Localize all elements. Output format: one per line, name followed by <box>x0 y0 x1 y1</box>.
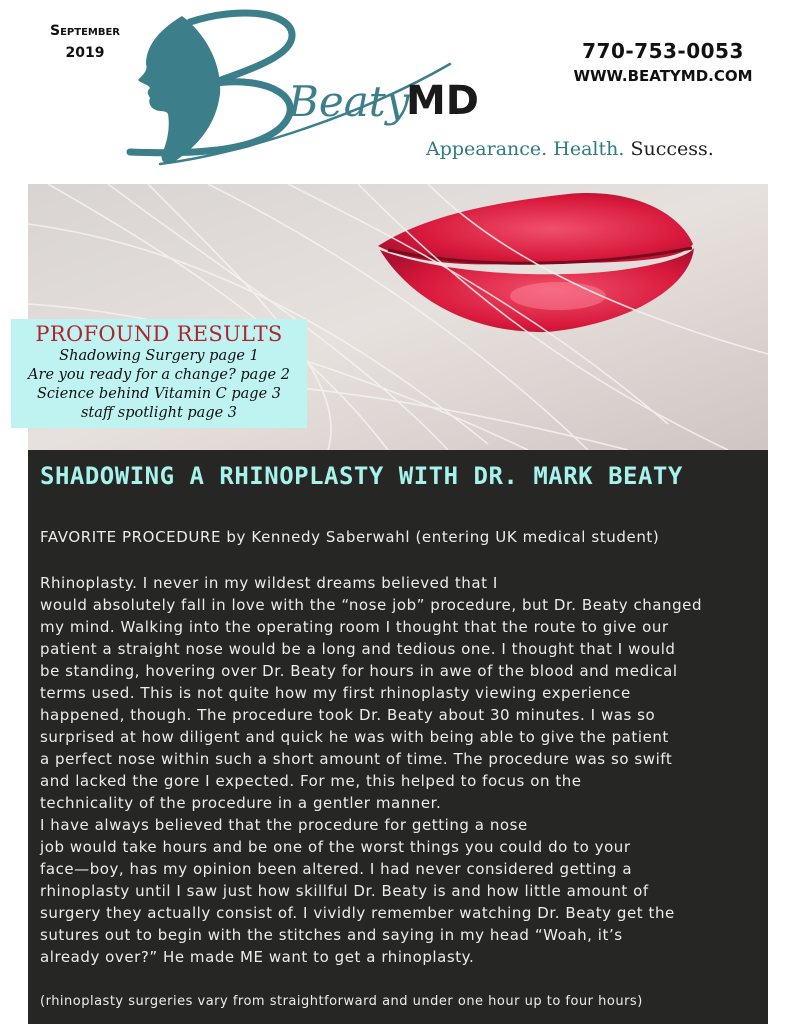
tagline-appearance: Appearance. <box>426 138 548 160</box>
tagline-health: Health. <box>553 138 625 160</box>
article-line: would absolutely fall in love with the “nose job” procedure, but Dr. Beaty changed <box>40 596 703 614</box>
article-body <box>40 572 766 968</box>
article-section <box>28 450 768 1024</box>
article-line: and lacked the gore I expected. For me, this helped to focus on the <box>40 772 582 790</box>
article-line: sutures out to begin with the stitches and saying in my head “Woah, it’s <box>40 926 623 944</box>
article-line: be standing, hovering over Dr. Beaty for hours in awe of the blood and medical <box>40 662 678 680</box>
article-line: patient a straight nose would be a long and tedious one. I thought that I would <box>40 640 676 658</box>
article-line: surgery they actually consist of. I vividly remember watching Dr. Beaty get the <box>40 904 675 922</box>
article-footnote: (rhinoplasty surgeries vary from straightforward and under one hour up to four hours) <box>40 994 643 1009</box>
article-line: Rhinoplasty. I never in my wildest dreams believed that I <box>40 574 498 592</box>
article-line: a perfect nose within such a short amount of time. The procedure was so swift <box>40 750 673 768</box>
article-line: face—boy, has my opinion been altered. I had never considered getting a <box>40 860 633 878</box>
phone-number: 770-753-0053 <box>582 39 744 63</box>
toc-title: PROFOUND RESULTS <box>35 322 283 346</box>
contact-block <box>568 38 758 88</box>
article-line: technicality of the procedure in a gentler manner. <box>40 794 442 812</box>
article-line: job would take hours and be one of the worst things you could do to your <box>40 838 631 856</box>
article-byline: FAVORITE PROCEDURE by Kennedy Saberwahl (entering UK medical student) <box>40 528 660 546</box>
toc-item[interactable]: Are you ready for a change? page 2 <box>28 367 290 383</box>
article-line: my mind. Walking into the operating room I thought that the route to give our <box>40 618 669 636</box>
table-of-contents <box>11 319 307 428</box>
tagline <box>426 138 714 160</box>
face-profile-icon <box>138 16 220 164</box>
issue-month: September <box>50 23 120 39</box>
article-headline: SHADOWING A RHINOPLASTY WITH DR. MARK BEATY <box>40 462 683 490</box>
article-line: already over?” He made ME want to get a rhinoplasty. <box>40 948 475 966</box>
issue-date <box>40 20 130 64</box>
tagline-success: Success. <box>630 138 714 160</box>
article-line: rhinoplasty until I saw just how skillful Dr. Beaty is and how little amount of <box>40 882 649 900</box>
toc-item[interactable]: Shadowing Surgery page 1 <box>59 348 259 364</box>
article-line: happened, though. The procedure took Dr. Beaty about 30 minutes. I was so <box>40 706 656 724</box>
logo-md-text: MD <box>406 78 480 124</box>
website-link[interactable]: WWW.BEATYMD.COM <box>573 67 753 85</box>
issue-year: 2019 <box>65 45 105 61</box>
article-line: terms used. This is not quite how my first rhinoplasty viewing experience <box>40 684 631 702</box>
toc-item[interactable]: staff spotlight page 3 <box>80 405 238 421</box>
article-line: surprised at how diligent and quick he was with being able to give the patient <box>40 728 669 746</box>
article-line: I have always believed that the procedure for getting a nose <box>40 816 528 834</box>
toc-item[interactable]: Science behind Vitamin C page 3 <box>37 386 281 402</box>
logo-script-text: Beaty <box>288 77 410 126</box>
